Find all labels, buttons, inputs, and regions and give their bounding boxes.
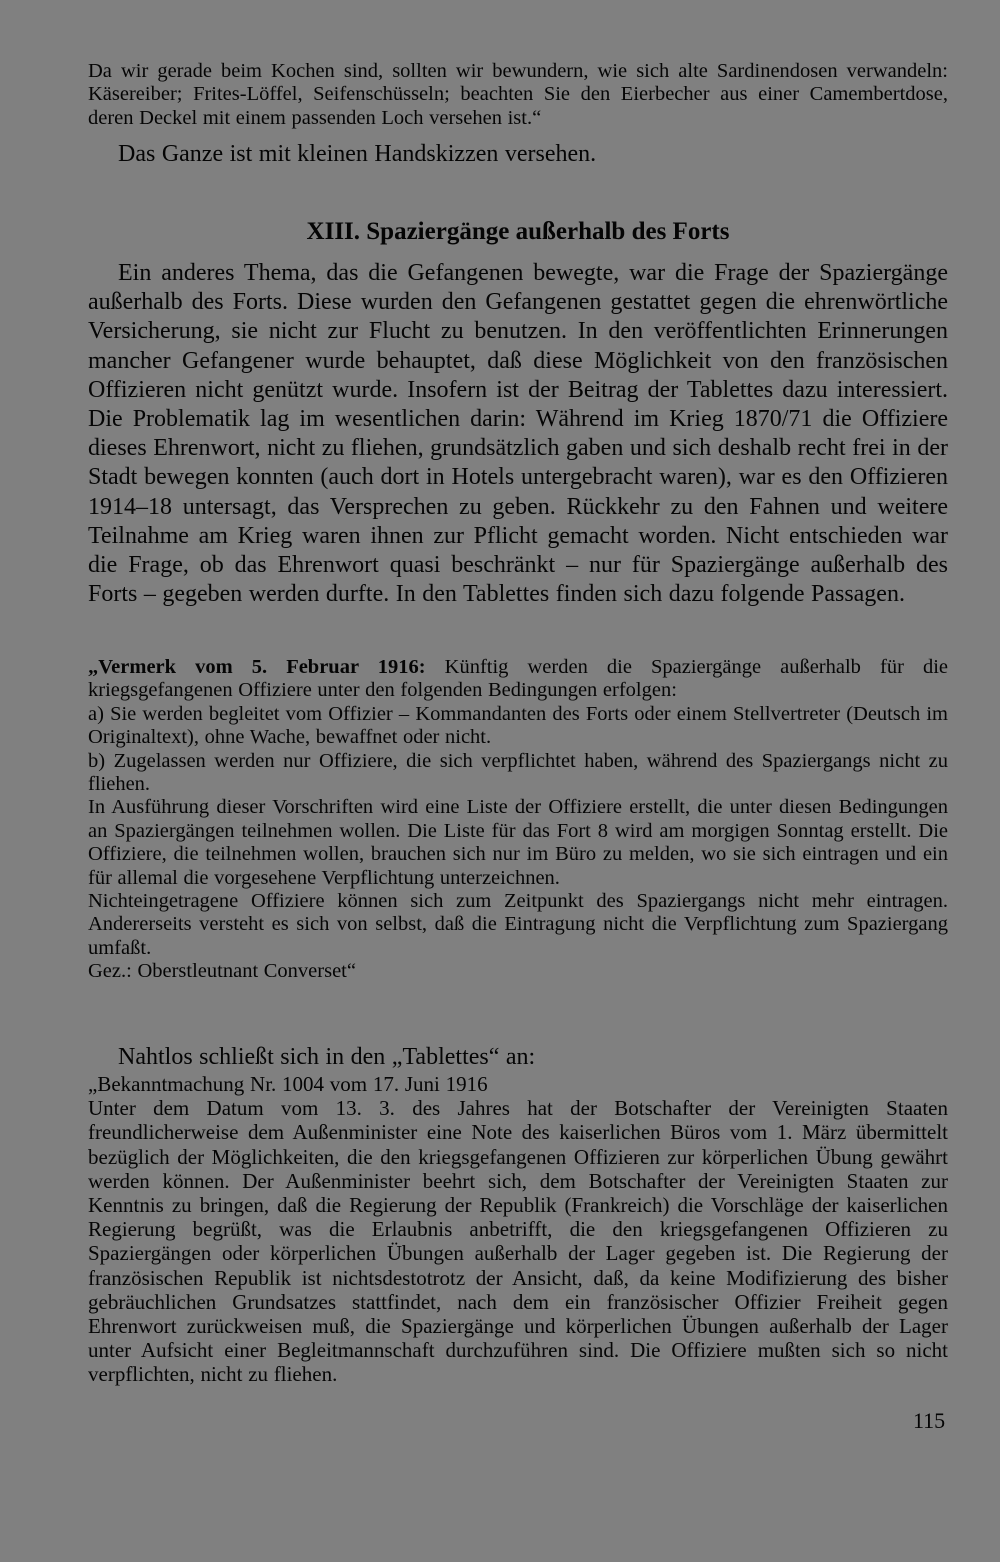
note-paragraph (88, 656, 948, 703)
section-heading: XIII. Spaziergänge außerhalb des Forts (306, 218, 730, 245)
announcement-block (88, 1072, 948, 1387)
section-paragraph-1: Ein anderes Thema, das die Gefangenen bewegte, war die Frage der Spaziergänge außerhalb des Forts. Diese wurden den Gefangenen gestattet gegen die ehrenwörtliche Versicherung, sie nicht zur Flucht zu benutzen. In den veröffentlichten Erinnerungen mancher Gefangener wurde behauptet, daß diese Möglichkeit von den französischen Offizieren nicht genützt wurde. Insofern ist der Beitrag der Tablettes dazu interessiert. Die Problematik lag im wesentlichen darin: Während im Krieg 1870/71 die Offiziere dieses Ehrenwort, nicht zu fliehen, grundsätzlich gaben und sich deshalb recht frei in der Stadt bewegen konnten (auch dort in Hotels untergebracht waren), war es den Offizieren 1914–18 untersagt, das Versprechen zu geben. Rückkehr zu den Fahnen und weitere Teilnahme am Krieg waren ihnen zur Pflicht gemacht worden. Nicht entschieden war die Frage, ob das Ehrenwort quasi beschränkt – nur für Spaziergänge außerhalb des Forts – gegeben werden durfte. In den Tablettes finden sich dazu folgende Passagen. (88, 260, 948, 608)
announcement-text: Unter dem Datum vom 13. 3. des Jahres hat der Botschafter der Vereinigten Staaten freundlicherweise dem Außenminister eine Note des kaiserlichen Büros vom 1. März übermittelt bezüglich der Möglichkeiten, die den kriegsgefangenen Offizieren zur körperlichen Übung gewährt werden können. Der Außenminister beehrt sich, dem Botschafter der Vereinigten Staaten zur Kenntnis zu bringen, daß die Regierung der Republik (Frankreich) die Vorschläge der kaiserlichen Regierung begrüßt, was die Erlaubnis anbetrifft, die den kriegsgefangenen Offizieren zu Spaziergängen oder körperlichen Übungen außerhalb der Lager gegeben ist. Die Regierung der französischen Republik ist nichtsdestotrotz der Ansicht, daß, da keine Modifizierung des bisher gebräuchlichen Grundsatzes stattfindet, nach dem ein französischer Offizier Freiheit gegen Ehrenwort zurückweisen muß, die Spaziergänge und körperlichen Übungen außerhalb der Lager unter Aufsicht einer Begleitmannschaft durchzuführen sind. Die Offiziere mußten sich so nicht verpflichten, nicht zu fliehen. (88, 1096, 948, 1387)
execution-paragraph: In Ausführung dieser Vorschriften wird eine Liste der Offiziere erstellt, die unter diesen Bedingungen an Spaziergängen teilnehmen wollen. Die Liste für das Fort 8 wird am morgigen Sonntag erstellt. Die Offiziere, die teilnehmen wollen, brauchen sich nur im Büro zu melden, wo sie sich eintragen und ein für allemal die vorgesehene Verpflichtung unterzeichnen. (88, 796, 948, 889)
signature: Gez.: Oberstleutnant Converset“ (88, 960, 356, 983)
note-block (88, 656, 948, 984)
transition-line: Nahtlos schließt sich in den „Tablettes“ an: (118, 1044, 536, 1070)
condition-a: a) Sie werden begleitet vom Offizier – Kommandanten des Forts oder einem Stellvertreter (Deutsch im Originaltext), ohne Wache, bewaffnet oder nicht. (88, 702, 948, 749)
not-registered-paragraph: Nichteingetragene Offiziere können sich zum Zeitpunkt des Spaziergangs nicht mehr eintragen. Andererseits versteht es sich von selbst, daß die Eintragung nicht die Verpflichtung zum Spaziergang umfaßt. (88, 890, 948, 959)
announcement-title: „Bekanntmachung Nr. 1004 vom 17. Juni 1916 (88, 1072, 488, 1096)
condition-b: b) Zugelassen werden nur Offiziere, die sich verpflichtet haben, während des Spaziergangs nicht zu fliehen. (88, 749, 948, 796)
note-label: „Vermerk vom 5. Februar 1916: (88, 656, 426, 678)
intro-sketch-note: Das Ganze ist mit kleinen Handskizzen versehen. (118, 141, 597, 167)
intro-quote-end: Da wir gerade beim Kochen sind, sollten wir bewundern, wie sich alte Sardinendosen verwandeln: Käsereiber; Frites-Löffel, Seifenschüsseln; beachten Sie den Eierbecher aus einer Camembertdose, deren Deckel mit einem passenden Loch versehen ist.“ (88, 60, 948, 129)
note-text: Künftig werden die Spaziergänge außerhalb für die kriegsgefangenen Offiziere unter den folgenden Bedingungen erfolgen: (88, 656, 949, 702)
page-number: 115 (913, 1408, 946, 1433)
